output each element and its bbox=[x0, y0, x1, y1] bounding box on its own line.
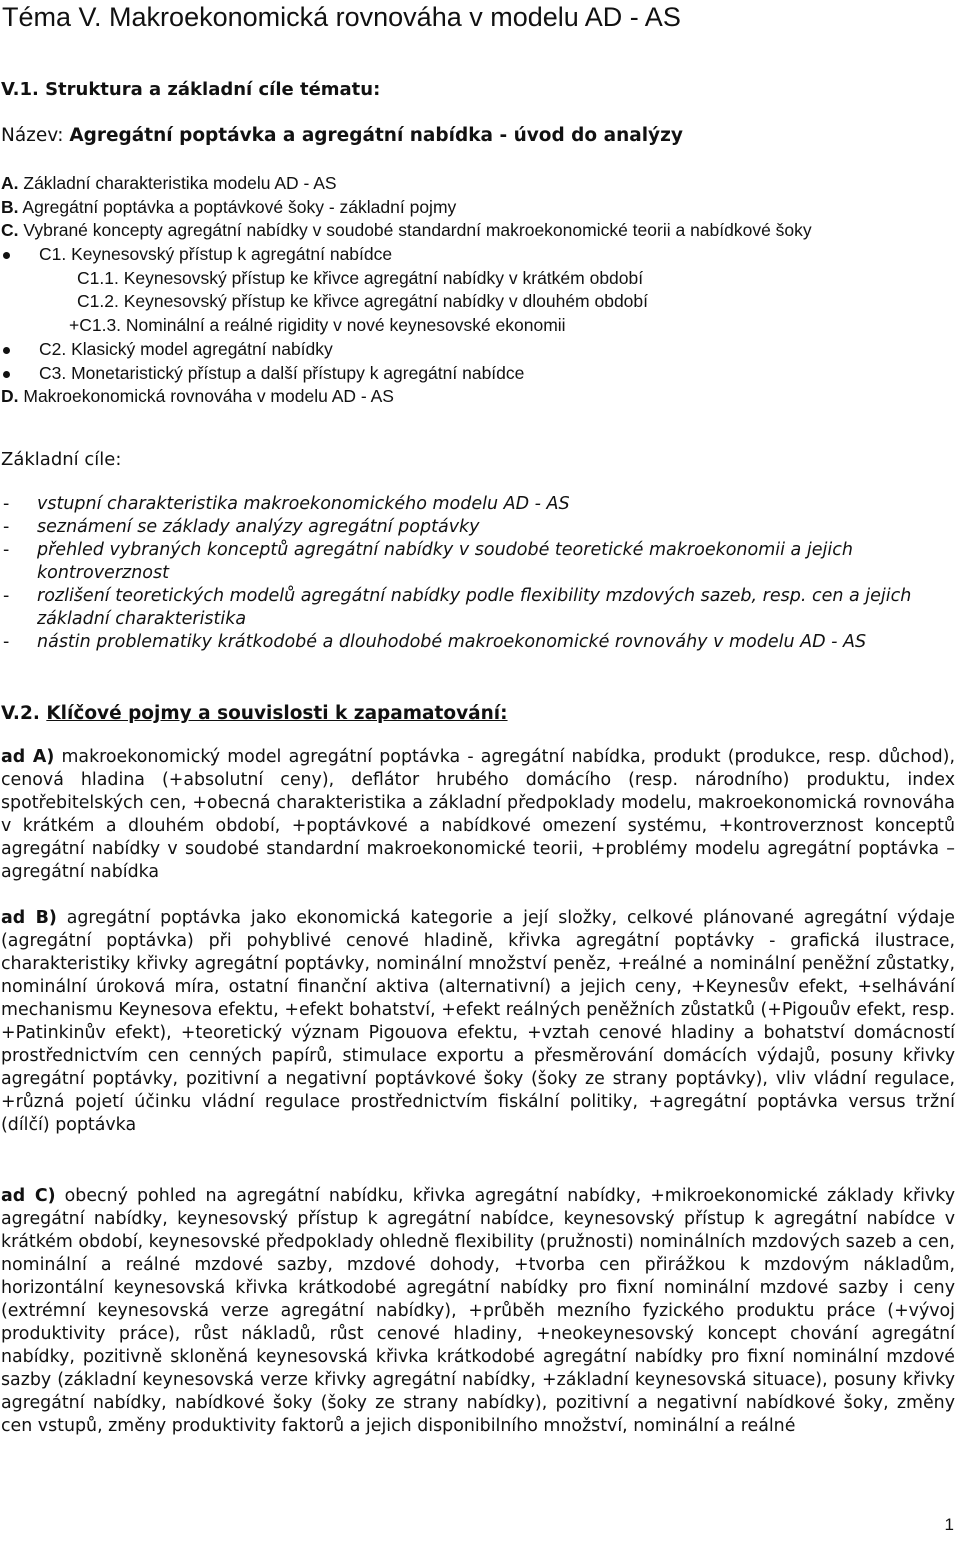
topic-name-line bbox=[1, 124, 683, 148]
paragraph-ad-a bbox=[1, 746, 955, 884]
outline-item-c12: C1.2. Keynesovský přístup ke křivce agregátní nabídky v dlouhém období bbox=[77, 291, 649, 312]
paragraph-text: makroekonomický model agregátní poptávka - agregátní nabídka, produkt (produkce, resp. důchod), cenová hladina (+absolutní ceny), deflátor hrubého domácího (resp. národního) produktu, index spotřebitelských cen, +obecná charakteristika a základní předpoklady modelu, makroekonomická rovnováha v krátkém a dlouhém období, +poptávkové a nabídkové omezení systému, +kontroverznost konceptů agregátní nabídky v soudobé standardní makroekonomické teorii, +problémy modelu agregátní poptávka – agregátní nabídka bbox=[1, 747, 955, 882]
goal-text: rozlišení teoretických modelů agregátní nabídky podle flexibility mzdových sazeb, resp. cen a jejich základní charakteristika bbox=[37, 586, 912, 629]
goal-text: vstupní charakteristika makroekonomického modelu AD - AS bbox=[37, 494, 570, 514]
dash-icon: - bbox=[3, 632, 10, 652]
goals-list bbox=[1, 493, 959, 654]
topic-name-value: Agregátní poptávka a agregátní nabídka - úvod do analýzy bbox=[69, 125, 683, 146]
goal-text: seznámení se základy analýzy agregátní poptávky bbox=[37, 517, 480, 537]
goal-text: přehled vybraných konceptů agregátní nabídky v soudobé teoretické makroekonomii a jejich kontroverznost bbox=[37, 540, 853, 583]
outline-item-c bbox=[1, 219, 959, 243]
outline-text: C1. Keynesovský přístup k agregátní nabídce bbox=[39, 244, 393, 265]
outline-text: Agregátní poptávka a poptávkové šoky - základní pojmy bbox=[22, 196, 457, 217]
topic-outline bbox=[1, 172, 959, 409]
outline-text: Základní charakteristika modelu AD - AS bbox=[23, 173, 337, 193]
paragraph-label: ad C) bbox=[1, 1186, 56, 1206]
section2-title: Klíčové pojmy a souvislosti k zapamatování: bbox=[46, 703, 508, 724]
dash-icon: - bbox=[3, 540, 10, 560]
paragraph-text: agregátní poptávka jako ekonomická kategorie a její složky, celkové plánované agregátní výdaje (agregátní poptávka) při pohyblivé cenové hladině, křivka agregátní poptávky - grafická ilustrace, charakteristiky křivky agregátní poptávky, nominální množství peněz, +reálné a nominální peněžní zůstatky, nominální úroková míra, ostatní finanční aktiva (alternativní) a jejich ceny, +Keynesův efekt, +selhávání mechanismu Keynesova efektu, +efekt bohatství, +efekt reálných peněžních zůstatků (+Pigouův efekt, resp. +Patinkinův efekt), +teoretický význam Pigouova efektu, +vztah cenové hladiny a bohatství domácností prostřednictvím cen cenných papírů, stimulace exportu a přesměrování domácích výdajů, posuny křivky agregátní poptávky, pozitivní a negativní poptávkové šoky (šoky ze strany poptávky), vliv vládní regulace, +různá pojetí účinku vládní regulace prostřednictvím fiskální politiky, +agregátní poptávka versus tržní (dílčí) poptávka bbox=[1, 908, 955, 1135]
paragraph-ad-b bbox=[1, 907, 955, 1137]
outline-text: Makroekonomická rovnováha v modelu AD - AS bbox=[23, 386, 394, 407]
document-title: Téma V. Makroekonomická rovnováha v modelu AD - AS bbox=[2, 2, 681, 32]
outline-item-c2 bbox=[1, 338, 959, 362]
goals-heading: Základní cíle: bbox=[1, 449, 122, 470]
dash-icon: - bbox=[3, 586, 10, 606]
outline-letter: B. bbox=[1, 196, 19, 217]
outline-text: Vybrané koncepty agregátní nabídky v soudobé standardní makroekonomické teorii a nabídkové šoky bbox=[23, 220, 812, 241]
goal-item bbox=[1, 585, 959, 631]
dash-icon: - bbox=[3, 517, 10, 537]
outline-letter: C. bbox=[1, 220, 19, 241]
topic-name-label: Název: bbox=[1, 125, 64, 146]
outline-item-c11: C1.1. Keynesovský přístup ke křivce agregátní nabídky v krátkém období bbox=[77, 267, 644, 288]
paragraph-label: ad A) bbox=[1, 747, 55, 767]
bullet-icon bbox=[3, 347, 10, 354]
goal-item bbox=[1, 539, 959, 585]
goal-item bbox=[1, 493, 959, 516]
outline-letter: A. bbox=[1, 173, 19, 193]
goal-item bbox=[1, 516, 959, 539]
outline-text: C3. Monetaristický přístup a další přístupy k agregátní nabídce bbox=[39, 362, 525, 383]
goal-text: nástin problematiky krátkodobé a dlouhodobé makroekonomické rovnováhy v modelu AD - AS bbox=[37, 632, 867, 652]
bullet-icon bbox=[3, 252, 10, 259]
outline-item-a bbox=[1, 172, 959, 196]
outline-item-c1 bbox=[1, 243, 959, 267]
section2-prefix: V.2. bbox=[1, 703, 40, 724]
paragraph-label: ad B) bbox=[1, 908, 57, 928]
bullet-icon bbox=[3, 371, 10, 378]
paragraph-text: obecný pohled na agregátní nabídku, křivka agregátní nabídky, +mikroekonomické základy křivky agregátní nabídky, keynesovský přístup k agregátní nabídce, keynesovský přístup k agregátní nabídce v krátkém období, keynesovské předpoklady ohledně flexibility (pružnosti) nominálních mzdových sazeb a cen, nominální a reálné mzdové sazby, mzdové dohody, +tvorba cen přirážkou k mzdovým nákladům, horizontální keynesovská křivka krátkodobé agregátní nabídky pro fixní nominální mzdové sazby i ceny (extrémní keynesovská verze agregátní nabídky), +průběh mezního fyzického produktu práce (+vývoj produktivity práce), růst nákladů, růst cenové hladiny, +neokeynesovský koncept chování agregátní nabídky, pozitivně skloněná keynesovská křivka krátkodobé agregátní nabídky pro fixní nominální mzdové sazby (základní keynesovská verze křivky agregátní nabídky, +základní keynesovská situace), posuny křivky agregátní nabídky, nabídkové šoky (šoky ze strany nabídky), pozitivní a negativní nabídkové šoky, změny cen vstupů, změny produktivity faktorů a jejich disponibilního množství, nominální a reálné bbox=[1, 1186, 955, 1436]
outline-item-b bbox=[1, 196, 959, 220]
outline-item-c3 bbox=[1, 362, 959, 386]
dash-icon: - bbox=[3, 494, 10, 514]
section2-heading bbox=[1, 702, 508, 726]
goal-item bbox=[1, 631, 959, 654]
section1-heading: V.1. Struktura a základní cíle tématu: bbox=[1, 79, 381, 100]
outline-item-c13: +C1.3. Nominální a reálné rigidity v nové keynesovské ekonomii bbox=[69, 315, 566, 336]
outline-letter: D. bbox=[1, 386, 19, 407]
outline-item-d bbox=[1, 385, 959, 409]
page-number: 1 bbox=[944, 1515, 954, 1534]
paragraph-ad-c bbox=[1, 1185, 955, 1437]
outline-text: C2. Klasický model agregátní nabídky bbox=[39, 338, 333, 359]
